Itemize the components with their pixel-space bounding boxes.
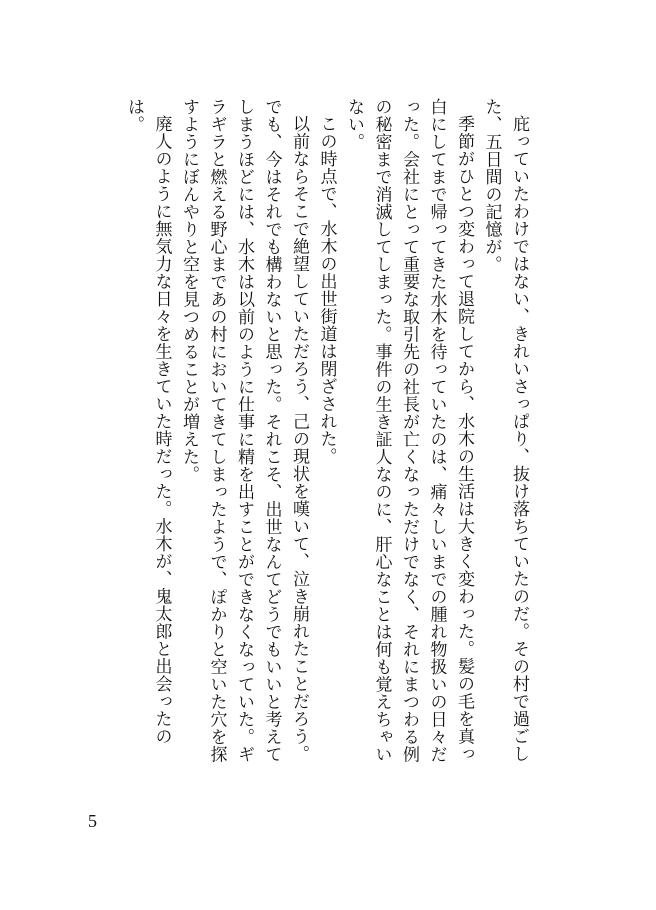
page-number: 5 — [88, 811, 97, 831]
paragraph-1: 庇っていたわけではない、きれいさっぱり、抜け落ちていたのだ。その村で過ごした、五日間の記憶が。 — [481, 98, 529, 763]
paragraph-4: 以前ならそこで絶望していただろう、己の現状を嘆いて、泣き崩れたことだろう。でも、今はそれでも構わないと思った。それこそ、出世なんてどうでもいいと考えてしまうほどには、水木は以前のように仕事に精を出すことができなくなっていた。ギラギラと燃える野心まであの村においてきてしまったようで、ぽかりと空いた穴を探すようにぼんやりと空を見つめることが増えた。 — [179, 98, 309, 763]
paragraph-2: 季節がひとつ変わって退院してから、水木の生活は大きく変わった。髪の毛を真っ白にしてまで帰ってきた水木を待っていたのは、痛々しいまでの腫れ物扱いの日々だった。会社にとって重要な取引先の社長が亡くなっただけでなく、それにまつわる例の秘密まで消滅してしまった。事件の生き証人なのに、肝心なことは何も覚えちゃいない。 — [344, 98, 474, 763]
paragraph-3: この時点で、水木の出世街道は閉ざされた。 — [316, 115, 337, 465]
body-text — [92, 98, 532, 778]
paragraph-5: 廃人のように無気力な日々を生きていた時だった。水木が、鬼太郎と出会ったのは。 — [124, 98, 172, 745]
